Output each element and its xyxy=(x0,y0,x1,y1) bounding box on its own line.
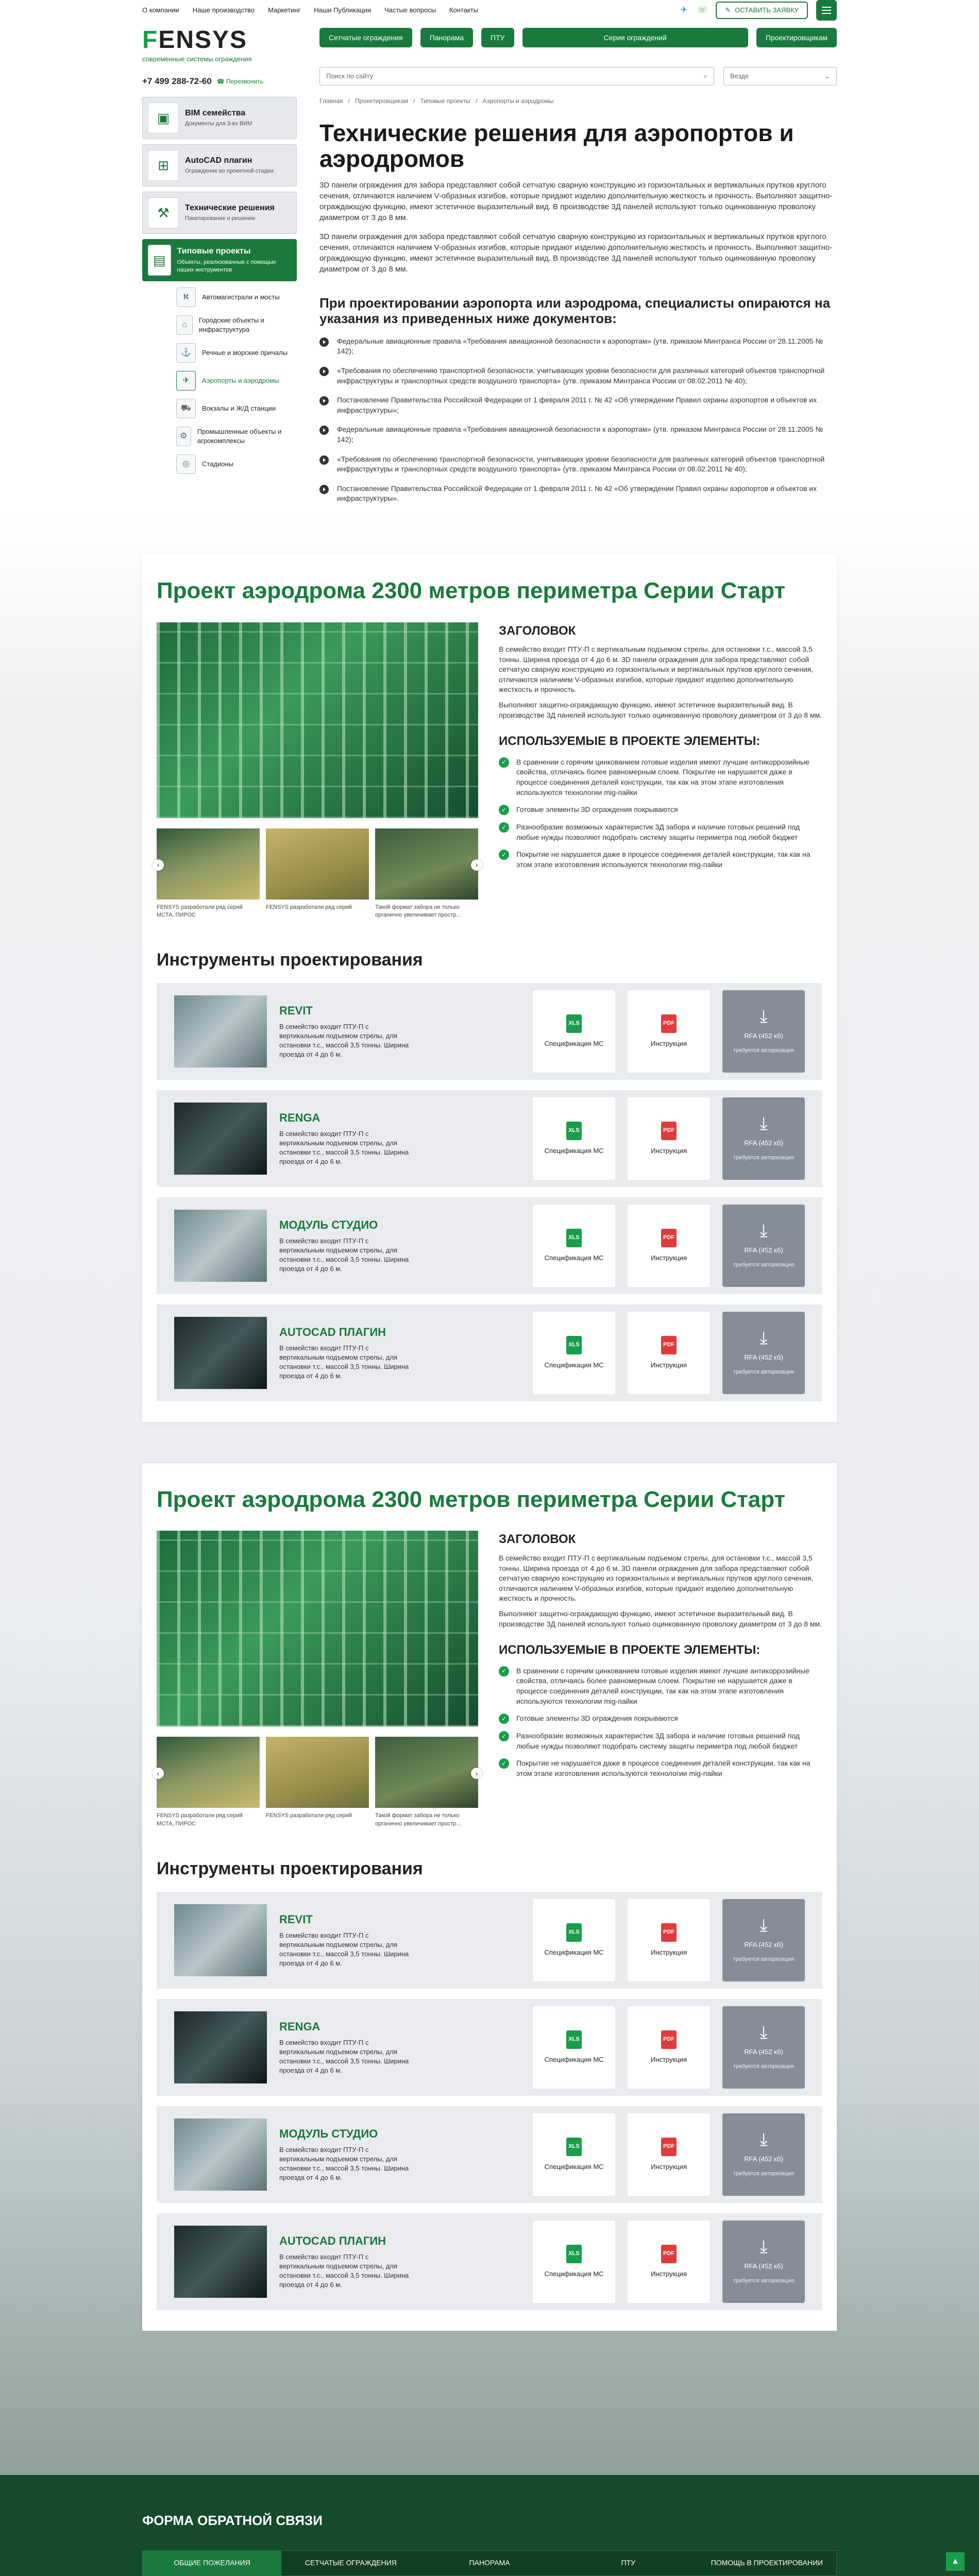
element-text: Покрытие не нарушается даже в процессе соединения деталей конструкции, так как на этом этапе изготовления используются технологии mig-пайки xyxy=(516,850,811,869)
top-link[interactable]: Контакты xyxy=(449,6,479,14)
element-text: Готовые элементы 3D ограждения покрываются xyxy=(516,805,678,814)
feedback-tab[interactable]: СЕТЧАТЫЕ ОГРАЖДЕНИЯ xyxy=(281,2551,420,2575)
instruction-button[interactable] xyxy=(628,2006,710,2089)
tool-image xyxy=(174,1317,267,1389)
tool-name: AUTOCAD ПЛАГИН xyxy=(279,2234,386,2248)
spec-button[interactable] xyxy=(533,1899,615,1981)
tool-desc: В семейство входит ПТУ-П с вертикальным подъемом стрелы, для остановки т.с., массой 3,5 тонны. Ширина проезда от 4 до 6 м. xyxy=(279,1129,409,1166)
top-link[interactable]: О компании xyxy=(142,6,179,14)
thumb-caption: FENSYS разработали ряд серий МСТА, ПИРОС xyxy=(157,1812,243,1827)
info-paragraph: Выполняют защитно-ограждающую функцию, имеют эстетичное выразительный вид. В производстве 3Д панелей используют только оцинкованную проволоку диаметром от 3 до 8 мм. xyxy=(499,701,822,719)
gallery xyxy=(157,622,478,920)
tool-row xyxy=(157,1304,822,1401)
tool-name: REVIT xyxy=(279,1913,313,1926)
excel-icon: XLS xyxy=(566,1336,582,1354)
tool-image xyxy=(174,2119,267,2191)
nav-item[interactable]: Сетчатые ограждения xyxy=(319,28,412,47)
play-icon xyxy=(319,396,329,405)
tool-row xyxy=(157,2213,822,2310)
info-heading: ЗАГОЛОВОК xyxy=(499,1532,576,1547)
spec-label: Спецификация МС xyxy=(544,2162,604,2171)
main-nav xyxy=(319,28,837,47)
docs-heading: При проектировании аэропорта или аэродрома, специалисты опираются на указания из приведенных ниже документов: xyxy=(319,295,831,326)
auth-required: требуется авторизация xyxy=(733,2278,795,2284)
pdf-icon: PDF xyxy=(661,1336,677,1354)
pdf-icon: PDF xyxy=(661,1229,677,1247)
excel-icon: XLS xyxy=(566,2138,582,2156)
subnav-item[interactable] xyxy=(176,454,297,474)
check-icon: ✓ xyxy=(499,1731,509,1741)
element-item xyxy=(499,1731,822,1751)
play-icon xyxy=(319,485,329,494)
instruction-button[interactable] xyxy=(628,2221,710,2303)
subnav-item[interactable] xyxy=(176,343,297,363)
logo[interactable] xyxy=(142,28,297,88)
elements-heading: ИСПОЛЬЗУЕМЫЕ В ПРОЕКТЕ ЭЛЕМЕНТЫ: xyxy=(499,1643,761,1657)
info-paragraph: В семейство входит ПТУ-П с вертикальным подъемом стрелы, для остановки т.с., массой 3,5 тонны. Ширина проезда от 4 до 6 м. 3D панели ограждения для забора представляют собой сетчатую сварную конструкцию из горизонтальных и вертикальных прутков круглого сечения, отличаются наличием V-образных изгибов, которые придают изделию дополнительную жесткость и прочность. xyxy=(499,645,814,694)
crumb-separator: / xyxy=(476,97,478,105)
elements-heading: ИСПОЛЬЗУЕМЫЕ В ПРОЕКТЕ ЭЛЕМЕНТЫ: xyxy=(499,734,761,749)
download-icon: ⤓ xyxy=(759,1221,768,1241)
instruction-label: Инструкция xyxy=(651,1253,687,1262)
feedback-section xyxy=(0,2475,979,2576)
thumb-caption: FENSYS разработали ряд серий МСТА, ПИРОС xyxy=(157,904,243,918)
sidebar-item-title: BIM семейства xyxy=(185,109,246,118)
intro-paragraph: 3D панели ограждения для забора представляют собой сетчатую сварную конструкцию из горизонтальных и вертикальных прутков круглого сечения, отличаются наличием V-образных изгибов, которые придают изделию дополнительную жесткость и прочность. Выполняют защитно-ограждающую функцию, имеют эстетичное выразительный вид. В производстве 3Д панелей используют только оцинкованную проволоку диаметром от 3 до 8 мм. xyxy=(319,180,833,222)
tools-heading: Инструменты проектирования xyxy=(157,950,423,970)
subnav-label: Аэропорты и аэродромы xyxy=(202,376,279,384)
nav-item[interactable]: Панорама xyxy=(420,28,473,47)
city-icon: ⌂ xyxy=(176,315,193,335)
doc-item[interactable] xyxy=(319,336,837,357)
check-icon: ✓ xyxy=(499,757,509,768)
subnav-label: Стадионы xyxy=(202,460,234,468)
element-item xyxy=(499,757,822,798)
sidebar-item-desc: Пакетирование и решение xyxy=(185,215,256,222)
gallery-thumb[interactable] xyxy=(157,828,260,920)
tool-row xyxy=(157,1892,822,1989)
tool-row xyxy=(157,983,822,1080)
project-card xyxy=(142,1463,837,2331)
thumb-caption: Такой формат забора не только органично увеличивает простр... xyxy=(375,904,461,918)
subnav-label: Речные и морские причалы xyxy=(202,348,288,357)
tool-image xyxy=(174,1904,267,1976)
gallery-thumb[interactable] xyxy=(266,828,369,920)
download-icon: ⤓ xyxy=(759,1114,768,1134)
menu-icon[interactable] xyxy=(816,0,837,21)
spec-label: Спецификация МС xyxy=(544,2055,604,2063)
pdf-icon: PDF xyxy=(661,1923,677,1942)
feedback-title: ФОРМА ОБРАТНОЙ СВЯЗИ xyxy=(142,2512,323,2528)
ship-icon: ⚓ xyxy=(176,343,196,363)
doc-item[interactable] xyxy=(319,425,837,445)
element-item xyxy=(499,1758,822,1778)
tool-desc: В семейство входит ПТУ-П с вертикальным подъемом стрелы, для остановки т.с., массой 3,5 тонны. Ширина проезда от 4 до 6 м. xyxy=(279,2038,409,2075)
feedback-tab[interactable]: ПОМОЩЬ В ПРОЕКТИРОВАНИИ xyxy=(698,2551,836,2575)
tools-icon: ⚒ xyxy=(148,197,179,228)
auth-required: требуется авторизация xyxy=(733,1047,795,1054)
excel-icon: XLS xyxy=(566,1923,582,1942)
tool-row xyxy=(157,2106,822,2203)
download-icon: ⤓ xyxy=(759,2237,768,2257)
search-scope-select[interactable]: Везде ⌄ xyxy=(723,67,837,86)
sidebar-item-desc: Документы для 3-ех ВИМ xyxy=(185,121,252,127)
instruction-label: Инструкция xyxy=(651,2055,687,2063)
crumb[interactable]: Аэропорты и аэродромы xyxy=(482,97,554,105)
excel-icon: XLS xyxy=(566,2030,582,2049)
sidebar-item[interactable] xyxy=(142,144,297,187)
arrow-left-icon[interactable]: ‹ xyxy=(153,1768,164,1779)
download-button[interactable] xyxy=(722,990,805,1073)
docs-list xyxy=(319,336,837,504)
tool-name: МОДУЛЬ СТУДИО xyxy=(279,2127,378,2141)
intro-paragraph: 3D панели ограждения для забора представляют собой сетчатую сварную конструкцию из горизонтальных и вертикальных прутков круглого сечения, отличаются наличием V-образных изгибов, которые придают изделию дополнительную жесткость и прочность. Выполняют защитно-ограждающую функцию, имеют эстетичное выразительный вид. В производстве 3Д панелей используют только оцинкованную проволоку диаметром от 3 до 8 мм. xyxy=(319,232,833,274)
auth-required: требуется авторизация xyxy=(733,1956,795,1963)
pdf-icon: PDF xyxy=(661,2138,677,2156)
subnav-label: Автомагистрали и мосты xyxy=(202,293,280,301)
instruction-label: Инструкция xyxy=(651,2269,687,2278)
request-button[interactable]: ✎ ОСТАВИТЬ ЗАЯВКУ xyxy=(716,2,808,19)
spec-label: Спецификация МС xyxy=(544,1253,604,1262)
instruction-button[interactable] xyxy=(628,2113,710,2196)
thumb-caption: FENSYS разработали ряд серий xyxy=(266,904,352,910)
gallery-thumb[interactable] xyxy=(266,1737,369,1828)
tool-image xyxy=(174,1103,267,1175)
download-button[interactable] xyxy=(722,1205,805,1287)
instruction-button[interactable] xyxy=(628,1312,710,1394)
top-links xyxy=(142,6,478,15)
instruction-label: Инструкция xyxy=(651,1361,687,1369)
feedback-tab[interactable]: ПАНОРАМА xyxy=(420,2551,559,2575)
element-item xyxy=(499,822,822,842)
arrow-left-icon[interactable]: ‹ xyxy=(153,859,164,871)
spec-label: Спецификация МС xyxy=(544,1146,604,1155)
download-label: RFA (452 кб) xyxy=(744,1139,783,1147)
crumb-separator: / xyxy=(413,97,415,105)
element-text: Разнообразие возможных характеристик 3Д забора и наличие готовых решений под любые нужды позволяют подобрать систему защиты периметра под любой бюджет xyxy=(516,823,800,841)
tool-image xyxy=(174,2011,267,2083)
check-icon: ✓ xyxy=(499,805,509,815)
element-text: В сравнении с горячим цинкованием готовые изделия имеют лучшие антикоррозийные свойства, отличаясь более равномерным слоем. Покрытие не нарушается даже в процессе соединения деталей конструкции, так как на этом этапе изготовления используются технологии mig-пайки xyxy=(516,757,809,796)
stadium-icon: ◎ xyxy=(176,454,196,474)
tool-name: AUTOCAD ПЛАГИН xyxy=(279,1326,386,1339)
download-button[interactable] xyxy=(722,2113,805,2196)
spec-button[interactable] xyxy=(533,2113,615,2196)
sidebar-item-desc: Объекты, реализованные с помощью наших инструментов xyxy=(177,259,276,274)
feedback-tab[interactable]: ПТУ xyxy=(559,2551,698,2575)
project-card xyxy=(142,554,837,1422)
nav-item[interactable]: Серия ограждений xyxy=(522,28,748,47)
download-icon: ⤓ xyxy=(759,1916,768,1936)
play-icon xyxy=(319,367,329,376)
crumb[interactable]: Типовые проекты xyxy=(420,97,471,105)
download-label: RFA (452 кб) xyxy=(744,2262,783,2270)
element-item xyxy=(499,1714,822,1724)
crumb[interactable]: Главная xyxy=(319,97,343,105)
subnav-item[interactable] xyxy=(176,399,297,418)
auth-required: требуется авторизация xyxy=(733,1369,795,1376)
sidebar-item-title: AutoCAD плагин xyxy=(185,156,252,165)
play-icon xyxy=(319,426,329,435)
check-icon: ✓ xyxy=(499,822,509,833)
top-nav xyxy=(142,0,837,21)
subnav-item[interactable] xyxy=(176,427,297,446)
pdf-icon: PDF xyxy=(661,2245,677,2263)
tool-image xyxy=(174,995,267,1067)
doc-item[interactable] xyxy=(319,366,837,386)
download-label: RFA (452 кб) xyxy=(744,1353,783,1362)
doc-item[interactable] xyxy=(319,454,837,474)
download-button[interactable] xyxy=(722,1899,805,1981)
download-icon: ⤓ xyxy=(759,2023,768,2043)
subnav-item[interactable] xyxy=(176,371,297,391)
sidebar-item-title: Типовые проекты xyxy=(177,247,251,256)
tool-row xyxy=(157,1197,822,1294)
element-text: Покрытие не нарушается даже в процессе соединения деталей конструкции, так как на этом этапе изготовления используются технологии mig-пайки xyxy=(516,1759,811,1777)
doc-text: Постановление Правительства Российской Федерации от 1 февраля 2011 г. № 42 «Об утверждении Правил охраны аэропортов и объектов их инфраструктуры». xyxy=(337,484,817,503)
doc-text: «Требования по обеспечению транспортной безопасности, учитывающих уровни безопасности для различных категорий объектов транспортной инфраструктуры и транспортных средств воздушного транспорта» (утв. приказом Минтранса России от 08.02.2011 № 40); xyxy=(337,454,825,473)
instruction-button[interactable] xyxy=(628,1097,710,1180)
top-link[interactable]: Наше производство xyxy=(192,6,255,14)
tool-row xyxy=(157,1090,822,1187)
spec-button[interactable] xyxy=(533,1097,615,1180)
top-link[interactable]: Маркетинг xyxy=(268,6,301,14)
subnav-label: Вокзалы и Ж/Д станции xyxy=(202,404,276,412)
spec-label: Спецификация МС xyxy=(544,1948,604,1956)
phone-number[interactable]: +7 499 288-72-60 xyxy=(142,76,212,87)
check-icon: ✓ xyxy=(499,1666,509,1676)
tool-desc: В семейство входит ПТУ-П с вертикальным подъемом стрелы, для остановки т.с., массой 3,5 тонны. Ширина проезда от 4 до 6 м. xyxy=(279,2145,409,2182)
tool-name: МОДУЛЬ СТУДИО xyxy=(279,1218,378,1232)
plugin-icon: ⊞ xyxy=(148,150,179,181)
download-button[interactable] xyxy=(722,2006,805,2089)
logo-tagline: современные системы ограждения xyxy=(142,55,252,63)
arrow-right-icon[interactable]: › xyxy=(471,859,482,871)
spec-label: Спецификация МС xyxy=(544,1039,604,1047)
auth-required: требуется авторизация xyxy=(733,2171,795,2177)
sidebar-item-title: Технические решения xyxy=(185,204,275,213)
tool-image xyxy=(174,1210,267,1282)
instruction-label: Инструкция xyxy=(651,1039,687,1047)
gallery-main-image[interactable] xyxy=(157,622,478,818)
tool-row xyxy=(157,1999,822,2096)
play-icon xyxy=(319,337,329,347)
spec-button[interactable] xyxy=(533,990,615,1073)
gallery xyxy=(157,1531,478,1828)
instruction-button[interactable] xyxy=(628,990,710,1073)
thumb-caption: Такой формат забора не только органично увеличивает простр... xyxy=(375,1812,461,1827)
excel-icon: XLS xyxy=(566,2245,582,2263)
intro-text xyxy=(319,180,837,275)
tool-desc: В семейство входит ПТУ-П с вертикальным подъемом стрелы, для остановки т.с., массой 3,5 тонны. Ширина проезда от 4 до 6 м. xyxy=(279,1344,409,1380)
download-label: RFA (452 кб) xyxy=(744,2048,783,2056)
factory-icon: ⚙ xyxy=(176,427,191,446)
download-label: RFA (452 кб) xyxy=(744,1246,783,1255)
download-button[interactable] xyxy=(722,1097,805,1180)
nav-item[interactable]: ПТУ xyxy=(481,28,514,47)
instruction-label: Инструкция xyxy=(651,1146,687,1155)
scroll-top-icon[interactable]: ▲ xyxy=(946,2552,965,2571)
download-label: RFA (452 кб) xyxy=(744,1941,783,1949)
breadcrumb xyxy=(319,97,837,106)
logo-text: ENSYS xyxy=(158,26,248,54)
gallery-thumb[interactable] xyxy=(375,1737,478,1828)
arrow-right-icon[interactable]: › xyxy=(471,1768,482,1779)
info-paragraph: В семейство входит ПТУ-П с вертикальным подъемом стрелы, для остановки т.с., массой 3,5 тонны. Ширина проезда от 4 до 6 м. 3D панели ограждения для забора представляют собой сетчатую сварную конструкцию из горизонтальных и вертикальных прутков круглого сечения, отличаются наличием V-образных изгибов, которые придают изделию дополнительную жесткость и прочность. xyxy=(499,1554,814,1603)
element-item xyxy=(499,805,822,815)
instruction-label: Инструкция xyxy=(651,1948,687,1956)
element-text: Разнообразие возможных характеристик 3Д забора и наличие готовых решений под любые нужды позволяют подобрать систему защиты периметра под любой бюджет xyxy=(516,1732,800,1750)
search-input[interactable]: Поиск по сайту ⌕ xyxy=(319,67,714,86)
spec-button[interactable] xyxy=(533,2221,615,2303)
top-link[interactable]: Частые вопросы xyxy=(384,6,436,14)
tool-name: RENGA xyxy=(279,2020,320,2033)
sidebar-item[interactable] xyxy=(142,192,297,234)
tool-desc: В семейство входит ПТУ-П с вертикальным подъемом стрелы, для остановки т.с., массой 3,5 тонны. Ширина проезда от 4 до 6 м. xyxy=(279,2252,409,2289)
sub-nav xyxy=(176,287,297,474)
element-text: В сравнении с горячим цинкованием готовые изделия имеют лучшие антикоррозийные свойства, отличаясь более равномерным слоем. Покрытие не нарушается даже в процессе соединения деталей конструкции, так как на этом этапе изготовления используются технологии mig-пайки xyxy=(516,1666,809,1705)
download-button[interactable] xyxy=(722,2221,805,2303)
spec-label: Спецификация МС xyxy=(544,1361,604,1369)
pdf-icon: PDF xyxy=(661,1122,677,1140)
sidebar-item[interactable] xyxy=(142,97,297,139)
nav-item[interactable]: Проектировщикам xyxy=(756,28,837,47)
info-heading: ЗАГОЛОВОК xyxy=(499,623,576,638)
spec-button[interactable] xyxy=(533,1205,615,1287)
sidebar xyxy=(142,97,297,513)
road-icon: ⛕ xyxy=(176,287,196,307)
train-icon: ⛟ xyxy=(176,399,196,418)
gallery-thumb[interactable] xyxy=(157,1737,260,1828)
subnav-item[interactable] xyxy=(176,315,297,335)
spec-label: Спецификация МС xyxy=(544,2269,604,2278)
doc-text: Федеральные авиационные правила «Требования авиационной безопасности к аэропортам» (утв. приказом Минтранса России от 28.11.2005 № 142); xyxy=(337,336,823,355)
pencil-icon: ✎ xyxy=(725,6,731,14)
download-label: RFA (452 кб) xyxy=(744,2155,783,2163)
check-icon: ✓ xyxy=(499,1714,509,1724)
doc-text: Постановление Правительства Российской Федерации от 1 февраля 2011 г. № 42 «Об утверждении Правил охраны аэропортов и объектов их инфраструктуры»; xyxy=(337,396,817,414)
tool-desc: В семейство входит ПТУ-П с вертикальным подъемом стрелы, для остановки т.с., массой 3,5 тонны. Ширина проезда от 4 до 6 м. xyxy=(279,1931,409,1968)
feedback-tabs xyxy=(142,2550,837,2576)
sidebar-item[interactable] xyxy=(142,239,297,281)
callback-link[interactable]: ☎ Перезвонить xyxy=(216,77,263,85)
excel-icon: XLS xyxy=(566,1122,582,1140)
page-title: Технические решения для аэропортов и аэродромов xyxy=(319,119,794,172)
project-title: Проект аэродрома 2300 метров периметра Серии Старт xyxy=(157,1486,786,1512)
download-button[interactable] xyxy=(722,1312,805,1394)
tool-desc: В семейство входит ПТУ-П с вертикальным подъемом стрелы, для остановки т.с., массой 3,5 тонны. Ширина проезда от 4 до 6 м. xyxy=(279,1236,409,1273)
download-icon: ⤓ xyxy=(759,1007,768,1027)
gallery-thumb[interactable] xyxy=(375,828,478,920)
instruction-button[interactable] xyxy=(628,1205,710,1287)
instruction-button[interactable] xyxy=(628,1899,710,1981)
feedback-tab[interactable]: ОБЩИЕ ПОЖЕЛАНИЯ xyxy=(143,2551,281,2575)
element-item xyxy=(499,850,822,870)
spec-button[interactable] xyxy=(533,1312,615,1394)
tool-name: RENGA xyxy=(279,1111,320,1125)
gallery-main-image[interactable] xyxy=(157,1531,478,1726)
tools-heading: Инструменты проектирования xyxy=(157,1859,423,1879)
projects-section xyxy=(0,513,979,2475)
thumb-caption: FENSYS разработали ряд серий xyxy=(266,1812,352,1819)
tool-desc: В семейство входит ПТУ-П с вертикальным подъемом стрелы, для остановки т.с., массой 3,5 тонны. Ширина проезда от 4 до 6 м. xyxy=(279,1022,409,1059)
subnav-label: Промышленные объекты и агрокомплексы xyxy=(197,427,282,445)
element-item xyxy=(499,1666,822,1706)
whatsapp-icon[interactable]: ☏ xyxy=(697,5,708,14)
telegram-icon[interactable]: ✈ xyxy=(680,5,687,14)
download-icon: ⤓ xyxy=(759,1328,768,1348)
tool-image xyxy=(174,2226,267,2298)
instruction-label: Инструкция xyxy=(651,2162,687,2171)
search-icon[interactable]: ⌕ xyxy=(703,72,707,80)
download-icon: ⤓ xyxy=(759,2130,768,2150)
tool-name: REVIT xyxy=(279,1004,313,1018)
pdf-icon: PDF xyxy=(661,2030,677,2049)
plane-icon: ✈ xyxy=(176,371,196,391)
subnav-item[interactable] xyxy=(176,287,297,307)
check-icon: ✓ xyxy=(499,1758,509,1769)
subnav-label: Городские объекты и инфраструктура xyxy=(198,316,264,333)
auth-required: требуется авторизация xyxy=(733,1262,795,1268)
excel-icon: XLS xyxy=(566,1014,582,1033)
auth-required: требуется авторизация xyxy=(733,2063,795,2070)
check-icon: ✓ xyxy=(499,850,509,860)
auth-required: требуется авторизация xyxy=(733,1155,795,1161)
chevron-down-icon: ⌄ xyxy=(824,72,830,80)
doc-text: «Требования по обеспечению транспортной безопасности, учитывающих уровни безопасности для различных категорий объектов транспортной инфраструктуры и транспортных средств воздушного транспорта» (утв. приказом Минтранса России от 08.02.2011 № 40); xyxy=(337,366,825,385)
spec-button[interactable] xyxy=(533,2006,615,2089)
cube-icon: ▣ xyxy=(148,103,179,133)
folder-icon: ▤ xyxy=(148,245,171,276)
sidebar-item-desc: Ограждение во проектной стадии xyxy=(185,168,274,175)
logo-mark: F xyxy=(142,26,159,54)
pdf-icon: PDF xyxy=(661,1014,677,1033)
element-text: Готовые элементы 3D ограждения покрываются xyxy=(516,1714,678,1723)
info-paragraph: Выполняют защитно-ограждающую функцию, имеют эстетичное выразительный вид. В производстве 3Д панелей используют только оцинкованную проволоку диаметром от 3 до 8 мм. xyxy=(499,1609,822,1628)
excel-icon: XLS xyxy=(566,1229,582,1247)
doc-item[interactable] xyxy=(319,484,837,504)
top-link[interactable]: Наши Публикации xyxy=(314,6,372,14)
crumb[interactable]: Проектировщикам xyxy=(355,97,408,105)
play-icon xyxy=(319,455,329,465)
doc-item[interactable] xyxy=(319,395,837,415)
project-title: Проект аэродрома 2300 метров периметра Серии Старт xyxy=(157,578,786,603)
doc-text: Федеральные авиационные правила «Требования авиационной безопасности к аэропортам» (утв. приказом Минтранса России от 28.11.2005 № 142); xyxy=(337,425,823,444)
download-label: RFA (452 кб) xyxy=(744,1032,783,1040)
crumb-separator: / xyxy=(348,97,350,105)
